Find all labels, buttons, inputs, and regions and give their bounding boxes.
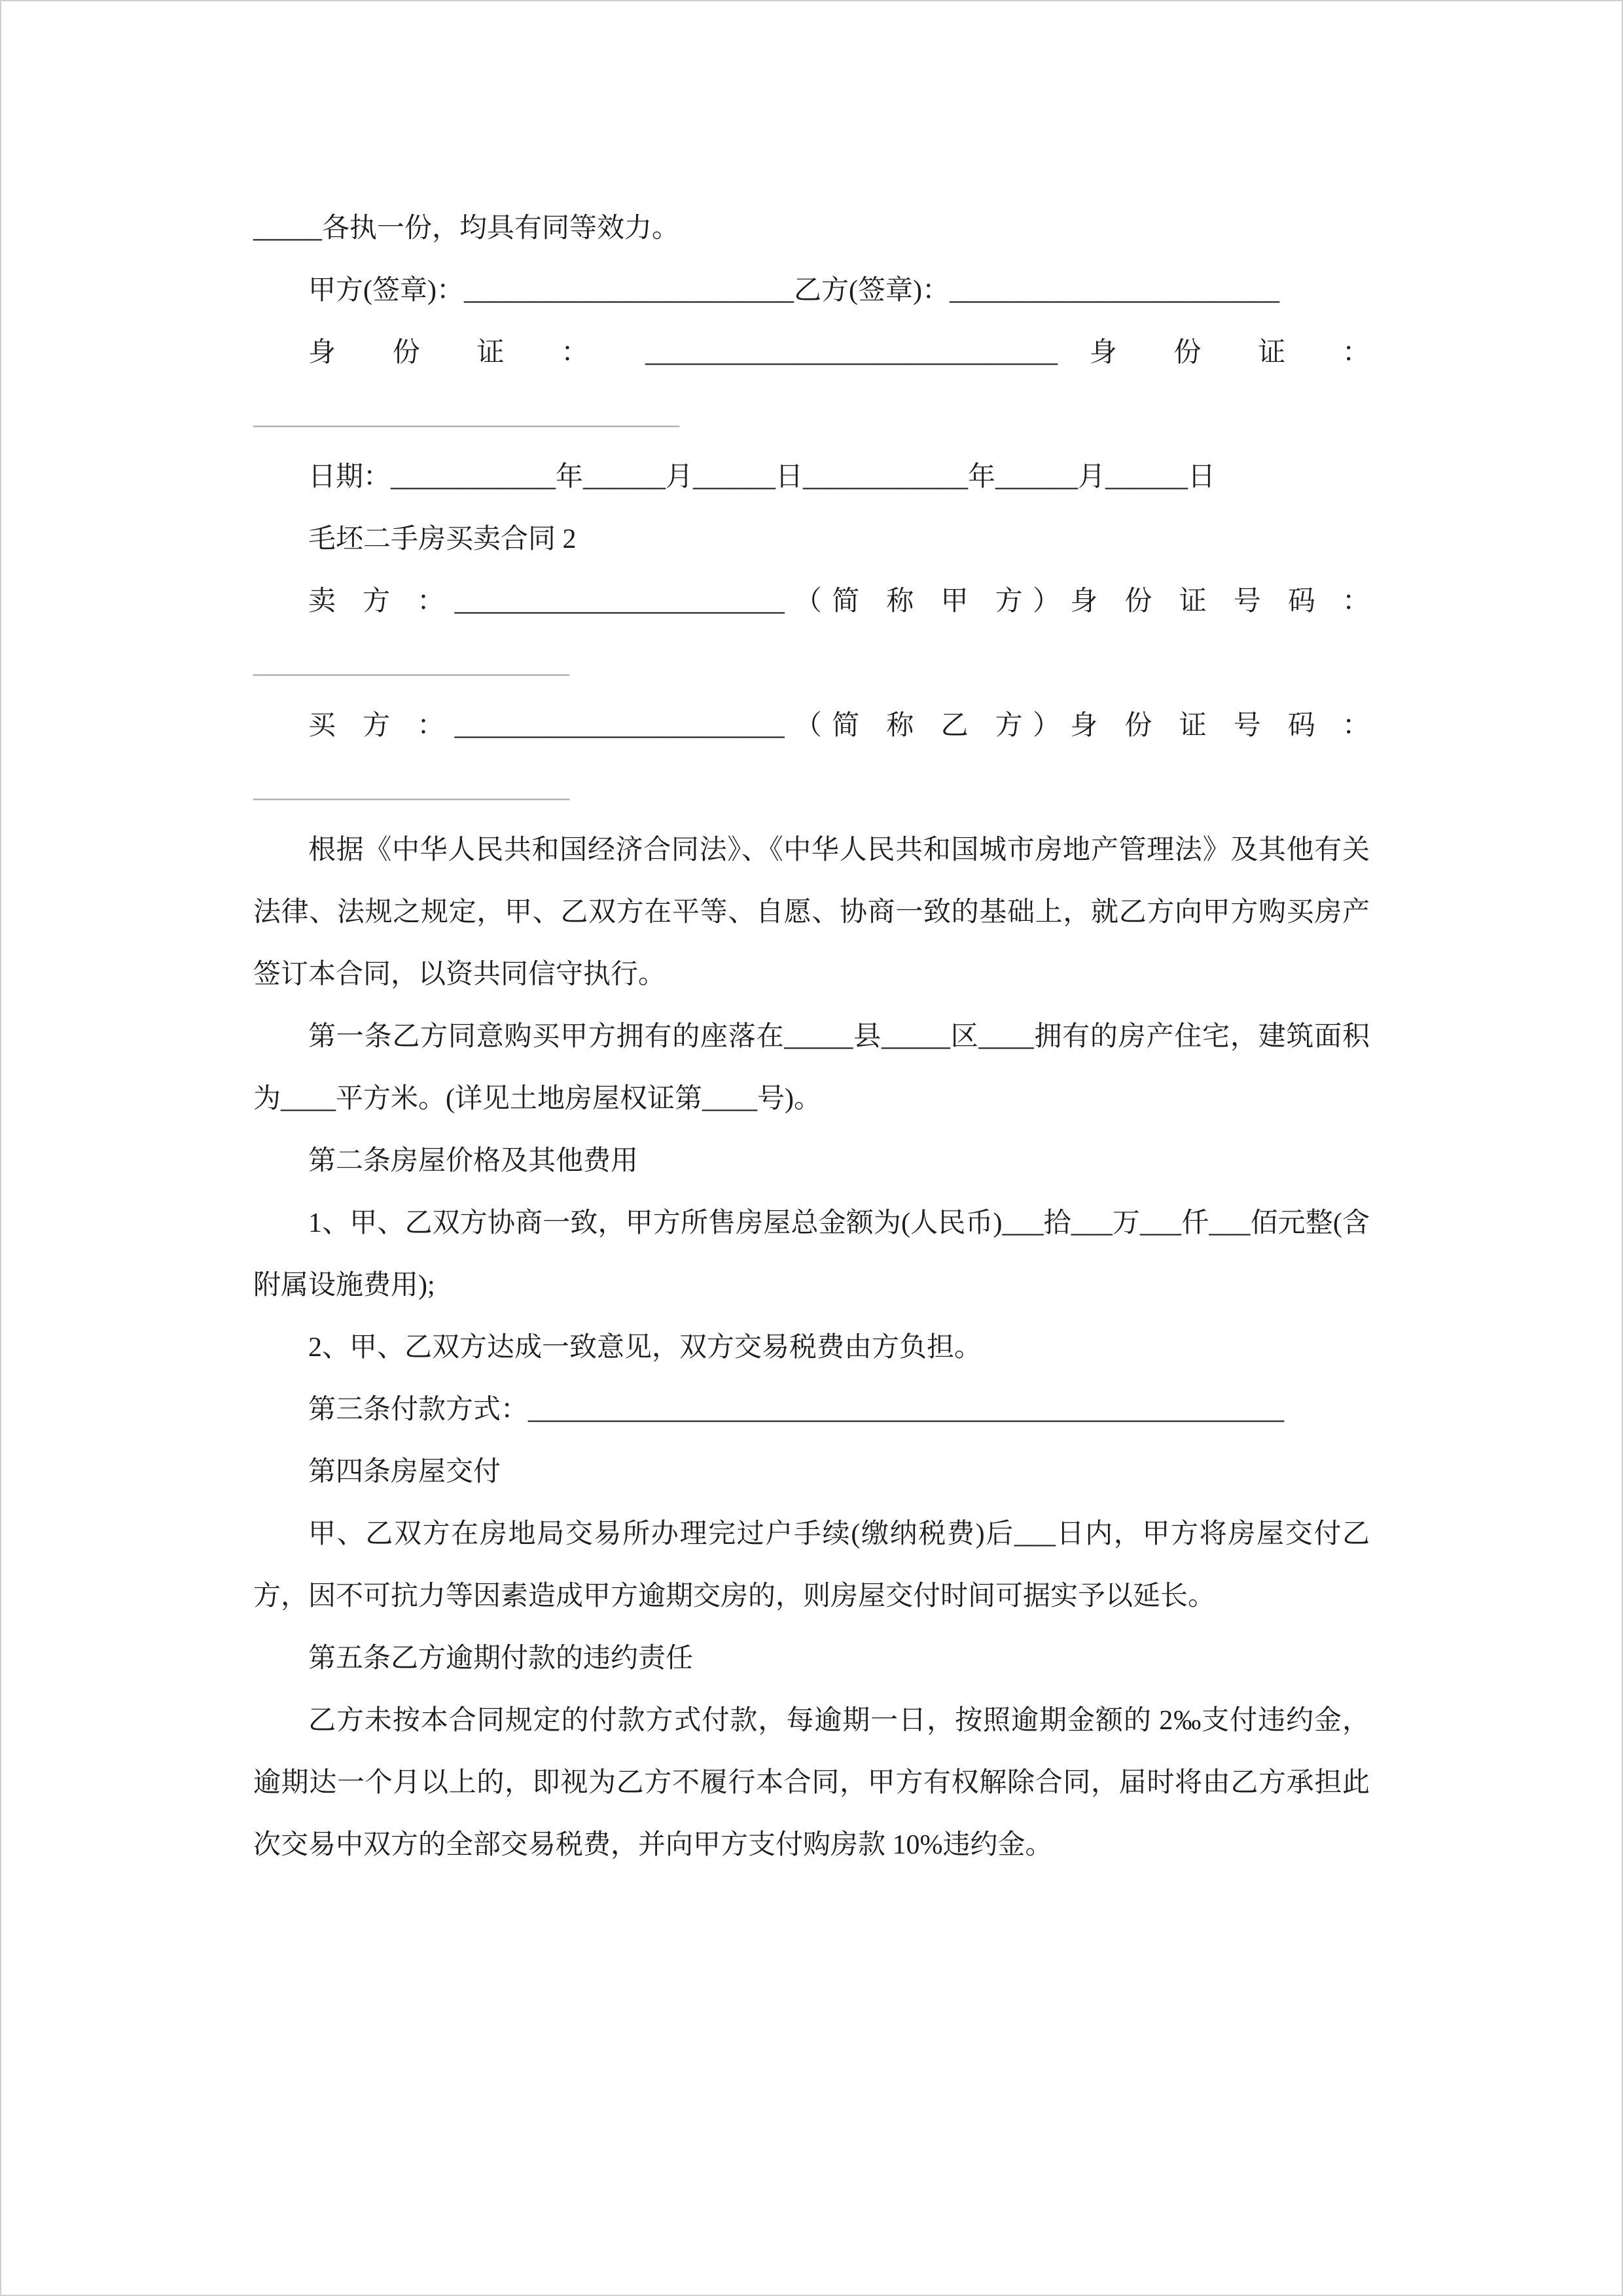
- buyer-line: 买 方 ：________________________（简 称 乙 方）身 份 证 号 码 ：: [308, 711, 1370, 741]
- seller-line: 卖 方 ：________________________（简 称 甲 方）身 份 证 号 码 ：: [308, 586, 1370, 617]
- article-5-title: 第五条乙方逾期付款的违约责任: [308, 1643, 694, 1674]
- date-line: 日期：____________年______月______日____________年______月______日: [308, 462, 1216, 492]
- preamble-paragraph: 根据《中华人民共和国经济合同法》、《中华人民共和国城市房地产管理法》及其他有关法律、法规之规定，甲、乙双方在平等、自愿、协商一致的基础上，就乙方向甲方购买房产签订本合同，以资共同信守执行。: [253, 835, 1370, 990]
- signature-line: 甲方(签章)：________________________乙方(签章)：________________________: [308, 276, 1279, 306]
- article-2-item-2: 2、甲、乙双方达成一致意见，双方交易税费由方负担。: [308, 1333, 982, 1363]
- article-5-body: 乙方未按本合同规定的付款方式付款，每逾期一日，按照逾期金额的 2‰支付违约金，逾期达一个月以上的，即视为乙方不履行本合同，甲方有权解除合同，届时将由乙方承担此次交易中双方的全部交易税费，并向甲方支付购房款 10%违约金。: [253, 1706, 1370, 1860]
- id-card-line: 身 份 证 ： ______________________________ 身 份 证 ：: [308, 338, 1370, 368]
- contract-subtitle: 毛坯二手房买卖合同 2: [308, 524, 577, 554]
- article-2-title: 第二条房屋价格及其他费用: [308, 1146, 639, 1176]
- closing-effect-line: _____各执一份，均具有同等效力。: [253, 213, 680, 243]
- article-2-item-1: 1、甲、乙双方协商一致，甲方所售房屋总金额为(人民币)___拾___万___仟___佰元整(含附属设施费用);: [253, 1208, 1370, 1300]
- article-1-paragraph: 第一条乙方同意购买甲方拥有的座落在_____县_____区____拥有的房产住宅，建筑面积为____平方米。(详见土地房屋权证第____号)。: [253, 1022, 1370, 1114]
- blank-underline-3: _______________________: [253, 773, 569, 803]
- article-4-title: 第四条房屋交付: [308, 1457, 501, 1487]
- blank-underline-2: _______________________: [253, 649, 569, 679]
- blank-underline-1: _______________________________: [253, 400, 679, 430]
- article-4-body: 甲、乙双方在房地局交易所办理完过户手续(缴纳税费)后___日内，甲方将房屋交付乙方，因不可抗力等因素造成甲方逾期交房的，则房屋交付时间可据实予以延长。: [253, 1519, 1370, 1611]
- article-3-payment-line: 第三条付款方式：_______________________________________________________: [308, 1395, 1285, 1425]
